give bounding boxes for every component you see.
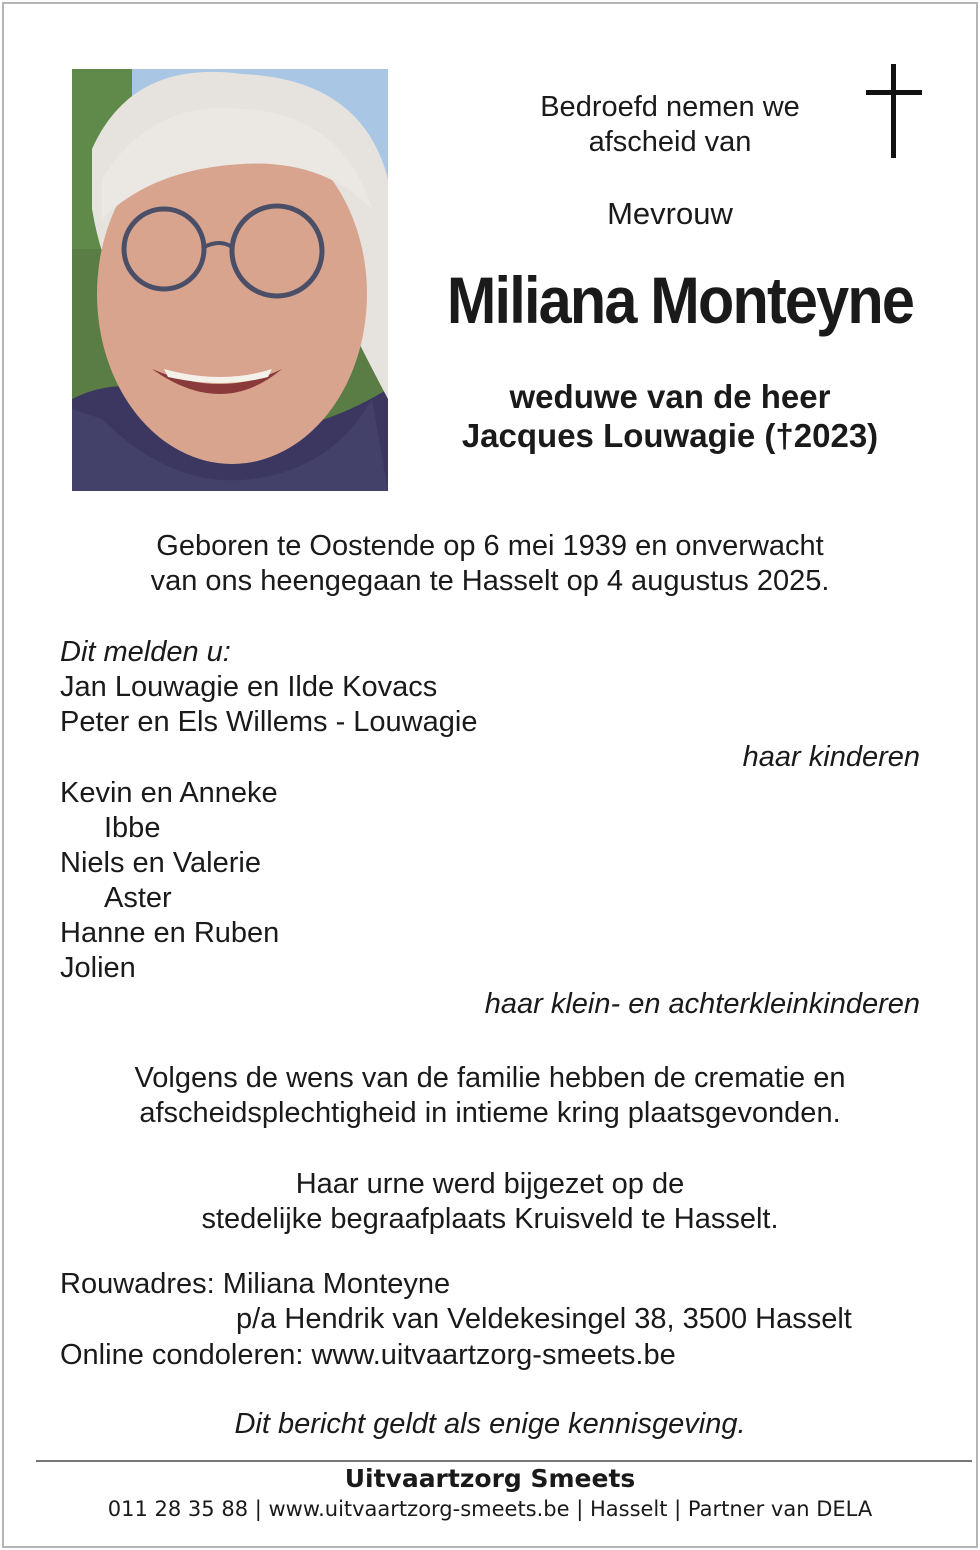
family-block	[60, 635, 477, 740]
grandchild-line: Kevin en Anneke	[60, 777, 278, 809]
grandchild-line: Ibbe	[104, 812, 161, 844]
birth-line: van ons heengegaan te Hasselt op 4 augustus 2025.	[150, 565, 830, 597]
grandchild-line: Niels en Valerie	[60, 847, 261, 879]
urn-text	[0, 1167, 980, 1237]
footer-info: 011 28 35 88 | www.uitvaartzorg-smeets.be | Hasselt | Partner van DELA	[107, 1497, 873, 1521]
portrait-photo	[72, 69, 388, 491]
footer-divider	[36, 1460, 972, 1462]
footer-title: Uitvaartzorg Smeets	[344, 1464, 636, 1493]
address-line1: Rouwadres: Miliana Monteyne	[60, 1268, 451, 1300]
grandchild-line: Jolien	[60, 952, 136, 984]
deceased-name: Miliana Monteyne	[446, 263, 914, 337]
title-prefix: Mevrouw	[607, 196, 733, 231]
cremation-line: afscheidsplechtigheid in intieme kring plaatsgevonden.	[139, 1097, 841, 1129]
spouse-line: Jacques Louwagie (†2023)	[461, 417, 879, 454]
child-line: Jan Louwagie en Ilde Kovacs	[60, 671, 438, 703]
urn-line: stedelijke begraafplaats Kruisveld te Hasselt.	[201, 1203, 779, 1235]
cross-icon	[866, 64, 922, 158]
online-condolence: Online condoleren: www.uitvaartzorg-smeets.be	[60, 1339, 676, 1371]
announce-label: Dit melden u:	[60, 636, 231, 668]
address-line2: p/a Hendrik van Veldekesingel 38, 3500 Hasselt	[236, 1303, 852, 1335]
urn-line: Haar urne werd bijgezet op de	[295, 1168, 685, 1200]
intro-line: Bedroefd nemen we	[540, 91, 800, 123]
grandchild-line: Hanne en Ruben	[60, 917, 280, 949]
birth-line: Geboren te Oostende op 6 mei 1939 en onverwacht	[156, 530, 824, 562]
intro-text	[470, 90, 870, 160]
grandchild-line: Aster	[104, 882, 172, 914]
spouse-line: weduwe van de heer	[509, 378, 831, 415]
spouse-text	[420, 377, 920, 455]
birth-death-text	[0, 529, 980, 599]
child-line: Peter en Els Willems - Louwagie	[60, 706, 478, 738]
children-label: haar kinderen	[742, 741, 920, 773]
cremation-text	[0, 1061, 980, 1131]
notice-text: Dit bericht geldt als enige kennisgeving.	[234, 1408, 746, 1440]
grandchildren-block	[60, 776, 279, 986]
grandchildren-label: haar klein- en achterkleinkinderen	[484, 988, 920, 1020]
intro-line: afscheid van	[588, 126, 752, 158]
cremation-line: Volgens de wens van de familie hebben de crematie en	[134, 1062, 846, 1094]
